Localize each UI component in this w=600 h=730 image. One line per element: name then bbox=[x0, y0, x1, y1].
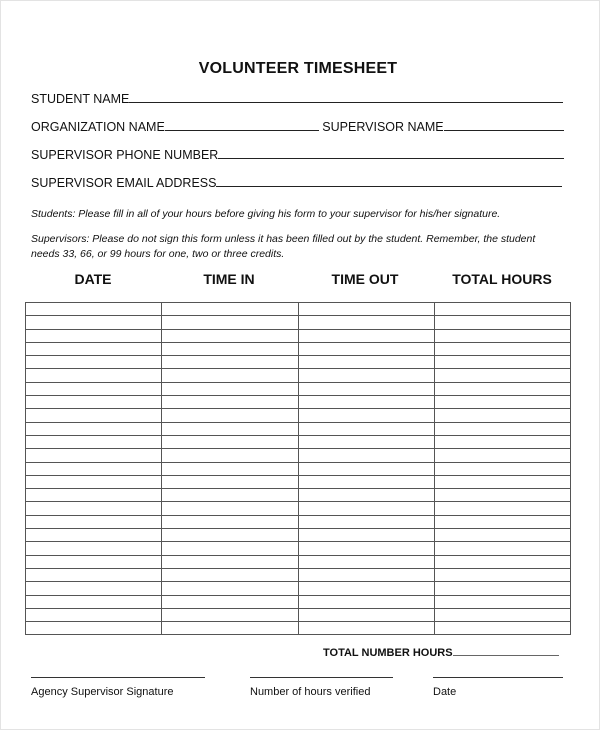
table-cell[interactable] bbox=[298, 622, 434, 635]
table-cell[interactable] bbox=[434, 489, 570, 502]
table-cell[interactable] bbox=[162, 608, 298, 621]
table-cell[interactable] bbox=[434, 568, 570, 581]
table-row bbox=[26, 489, 571, 502]
date-signature-line[interactable] bbox=[433, 677, 563, 679]
table-cell[interactable] bbox=[26, 595, 162, 608]
page-title: VOLUNTEER TIMESHEET bbox=[198, 60, 398, 77]
table-cell[interactable] bbox=[162, 568, 298, 581]
hours-table bbox=[25, 302, 571, 635]
agency-signature-line[interactable] bbox=[31, 677, 205, 679]
table-cell[interactable] bbox=[162, 449, 298, 462]
table-cell[interactable] bbox=[298, 409, 434, 422]
table-cell[interactable] bbox=[298, 595, 434, 608]
table-cell[interactable] bbox=[298, 555, 434, 568]
table-row bbox=[26, 369, 571, 382]
table-cell[interactable] bbox=[434, 462, 570, 475]
table-cell[interactable] bbox=[298, 356, 434, 369]
table-cell[interactable] bbox=[162, 382, 298, 395]
table-row bbox=[26, 582, 571, 595]
table-cell[interactable] bbox=[162, 329, 298, 342]
table-cell[interactable] bbox=[298, 529, 434, 542]
table-row bbox=[26, 303, 571, 316]
table-cell[interactable] bbox=[298, 396, 434, 409]
hours-verified-line[interactable] bbox=[250, 677, 393, 679]
column-header-date: DATE bbox=[74, 271, 112, 287]
table-cell[interactable] bbox=[162, 316, 298, 329]
table-cell[interactable] bbox=[298, 435, 434, 448]
table-cell[interactable] bbox=[298, 369, 434, 382]
supervisors-note: Supervisors: Please do not sign this form unless it has been filled out by the student. Remember, the student needs 33, 66, or 99 hours for one, two or three credits. bbox=[31, 233, 536, 260]
organization-name-field[interactable] bbox=[31, 120, 564, 134]
table-row bbox=[26, 435, 571, 448]
table-cell[interactable] bbox=[298, 502, 434, 515]
table-row bbox=[26, 529, 571, 542]
table-cell[interactable] bbox=[434, 382, 570, 395]
table-cell[interactable] bbox=[298, 316, 434, 329]
students-note: Students: Please fill in all of your hours before giving his form to your supervisor for his/her signature. bbox=[31, 208, 501, 220]
organization-name-label: ORGANIZATION NAME bbox=[31, 120, 165, 134]
table-cell[interactable] bbox=[298, 342, 434, 355]
student-name-line[interactable] bbox=[129, 101, 563, 103]
table-row bbox=[26, 595, 571, 608]
table-cell[interactable] bbox=[434, 435, 570, 448]
student-name-field[interactable] bbox=[31, 92, 563, 106]
supervisor-email-line[interactable] bbox=[216, 185, 562, 187]
table-cell[interactable] bbox=[162, 542, 298, 555]
table-cell[interactable] bbox=[162, 555, 298, 568]
table-cell[interactable] bbox=[434, 502, 570, 515]
table-cell[interactable] bbox=[298, 382, 434, 395]
table-cell[interactable] bbox=[26, 356, 162, 369]
table-row bbox=[26, 316, 571, 329]
table-cell[interactable] bbox=[298, 462, 434, 475]
table-row bbox=[26, 409, 571, 422]
table-cell[interactable] bbox=[26, 342, 162, 355]
total-number-hours-line[interactable] bbox=[453, 654, 559, 656]
table-cell[interactable] bbox=[26, 622, 162, 635]
table-cell[interactable] bbox=[162, 409, 298, 422]
table-cell[interactable] bbox=[298, 582, 434, 595]
table-row bbox=[26, 475, 571, 488]
table-cell[interactable] bbox=[26, 409, 162, 422]
table-row bbox=[26, 515, 571, 528]
table-cell[interactable] bbox=[434, 529, 570, 542]
table-row bbox=[26, 342, 571, 355]
table-cell[interactable] bbox=[26, 369, 162, 382]
table-cell[interactable] bbox=[26, 329, 162, 342]
table-cell[interactable] bbox=[26, 475, 162, 488]
table-row bbox=[26, 502, 571, 515]
table-cell[interactable] bbox=[298, 489, 434, 502]
table-row bbox=[26, 462, 571, 475]
table-row bbox=[26, 382, 571, 395]
table-cell[interactable] bbox=[298, 608, 434, 621]
table-row bbox=[26, 555, 571, 568]
column-header-time-out: TIME OUT bbox=[331, 271, 399, 287]
table-cell[interactable] bbox=[26, 542, 162, 555]
hours-verified-label: Number of hours verified bbox=[250, 686, 371, 698]
table-cell[interactable] bbox=[162, 582, 298, 595]
table-cell[interactable] bbox=[26, 582, 162, 595]
table-cell[interactable] bbox=[434, 303, 570, 316]
table-cell[interactable] bbox=[298, 329, 434, 342]
table-cell[interactable] bbox=[434, 342, 570, 355]
table-cell[interactable] bbox=[434, 329, 570, 342]
table-cell[interactable] bbox=[162, 303, 298, 316]
supervisor-phone-label: SUPERVISOR PHONE NUMBER bbox=[31, 148, 219, 162]
table-cell[interactable] bbox=[162, 502, 298, 515]
table-cell[interactable] bbox=[26, 449, 162, 462]
table-cell[interactable] bbox=[434, 422, 570, 435]
table-cell[interactable] bbox=[162, 396, 298, 409]
table-cell[interactable] bbox=[162, 356, 298, 369]
table-cell[interactable] bbox=[26, 529, 162, 542]
table-cell[interactable] bbox=[434, 608, 570, 621]
table-cell[interactable] bbox=[162, 475, 298, 488]
table-cell[interactable] bbox=[162, 529, 298, 542]
table-cell[interactable] bbox=[162, 435, 298, 448]
table-cell[interactable] bbox=[26, 303, 162, 316]
table-cell[interactable] bbox=[434, 316, 570, 329]
table-cell[interactable] bbox=[162, 369, 298, 382]
table-cell[interactable] bbox=[26, 568, 162, 581]
table-cell[interactable] bbox=[434, 622, 570, 635]
table-cell[interactable] bbox=[298, 542, 434, 555]
table-cell[interactable] bbox=[162, 515, 298, 528]
table-row bbox=[26, 396, 571, 409]
table-cell[interactable] bbox=[298, 475, 434, 488]
table-cell[interactable] bbox=[434, 595, 570, 608]
table-cell[interactable] bbox=[434, 369, 570, 382]
table-cell[interactable] bbox=[434, 515, 570, 528]
table-row bbox=[26, 608, 571, 621]
table-cell[interactable] bbox=[162, 342, 298, 355]
table-row bbox=[26, 356, 571, 369]
table-cell[interactable] bbox=[434, 396, 570, 409]
total-number-hours-field[interactable] bbox=[323, 647, 559, 659]
column-header-total-hours: TOTAL HOURS bbox=[452, 271, 552, 287]
organization-name-line[interactable] bbox=[165, 129, 319, 131]
table-cell[interactable] bbox=[434, 475, 570, 488]
supervisor-name-label: SUPERVISOR NAME bbox=[322, 120, 444, 134]
table-cell[interactable] bbox=[434, 542, 570, 555]
table-cell[interactable] bbox=[26, 462, 162, 475]
table-row bbox=[26, 622, 571, 635]
table-cell[interactable] bbox=[26, 555, 162, 568]
table-cell[interactable] bbox=[162, 422, 298, 435]
table-cell[interactable] bbox=[434, 555, 570, 568]
table-cell[interactable] bbox=[434, 449, 570, 462]
table-cell[interactable] bbox=[26, 502, 162, 515]
student-name-label: STUDENT NAME bbox=[31, 92, 130, 106]
column-header-time-in: TIME IN bbox=[203, 271, 255, 287]
table-cell[interactable] bbox=[26, 608, 162, 621]
table-cell[interactable] bbox=[298, 515, 434, 528]
table-cell[interactable] bbox=[26, 316, 162, 329]
table-row bbox=[26, 422, 571, 435]
supervisor-email-field[interactable] bbox=[31, 176, 562, 190]
table-cell[interactable] bbox=[434, 356, 570, 369]
table-cell[interactable] bbox=[26, 382, 162, 395]
table-cell[interactable] bbox=[26, 489, 162, 502]
table-cell[interactable] bbox=[162, 462, 298, 475]
table-cell[interactable] bbox=[26, 435, 162, 448]
table-cell[interactable] bbox=[298, 303, 434, 316]
table-row bbox=[26, 542, 571, 555]
supervisor-phone-line[interactable] bbox=[218, 157, 564, 159]
table-cell[interactable] bbox=[434, 409, 570, 422]
table-cell[interactable] bbox=[162, 595, 298, 608]
table-cell[interactable] bbox=[298, 422, 434, 435]
table-row bbox=[26, 329, 571, 342]
table-cell[interactable] bbox=[162, 489, 298, 502]
table-cell[interactable] bbox=[26, 515, 162, 528]
total-number-hours-label: TOTAL NUMBER HOURS bbox=[323, 647, 453, 659]
table-row bbox=[26, 449, 571, 462]
supervisor-phone-field[interactable] bbox=[31, 148, 564, 162]
table-cell[interactable] bbox=[162, 622, 298, 635]
supervisor-name-line[interactable] bbox=[444, 129, 564, 131]
date-label: Date bbox=[433, 686, 457, 698]
table-cell[interactable] bbox=[298, 568, 434, 581]
supervisor-email-label: SUPERVISOR EMAIL ADDRESS bbox=[31, 176, 217, 190]
table-cell[interactable] bbox=[434, 582, 570, 595]
table-row bbox=[26, 568, 571, 581]
table-cell[interactable] bbox=[26, 396, 162, 409]
agency-signature-label: Agency Supervisor Signature bbox=[31, 686, 174, 698]
table-cell[interactable] bbox=[26, 422, 162, 435]
table-cell[interactable] bbox=[298, 449, 434, 462]
